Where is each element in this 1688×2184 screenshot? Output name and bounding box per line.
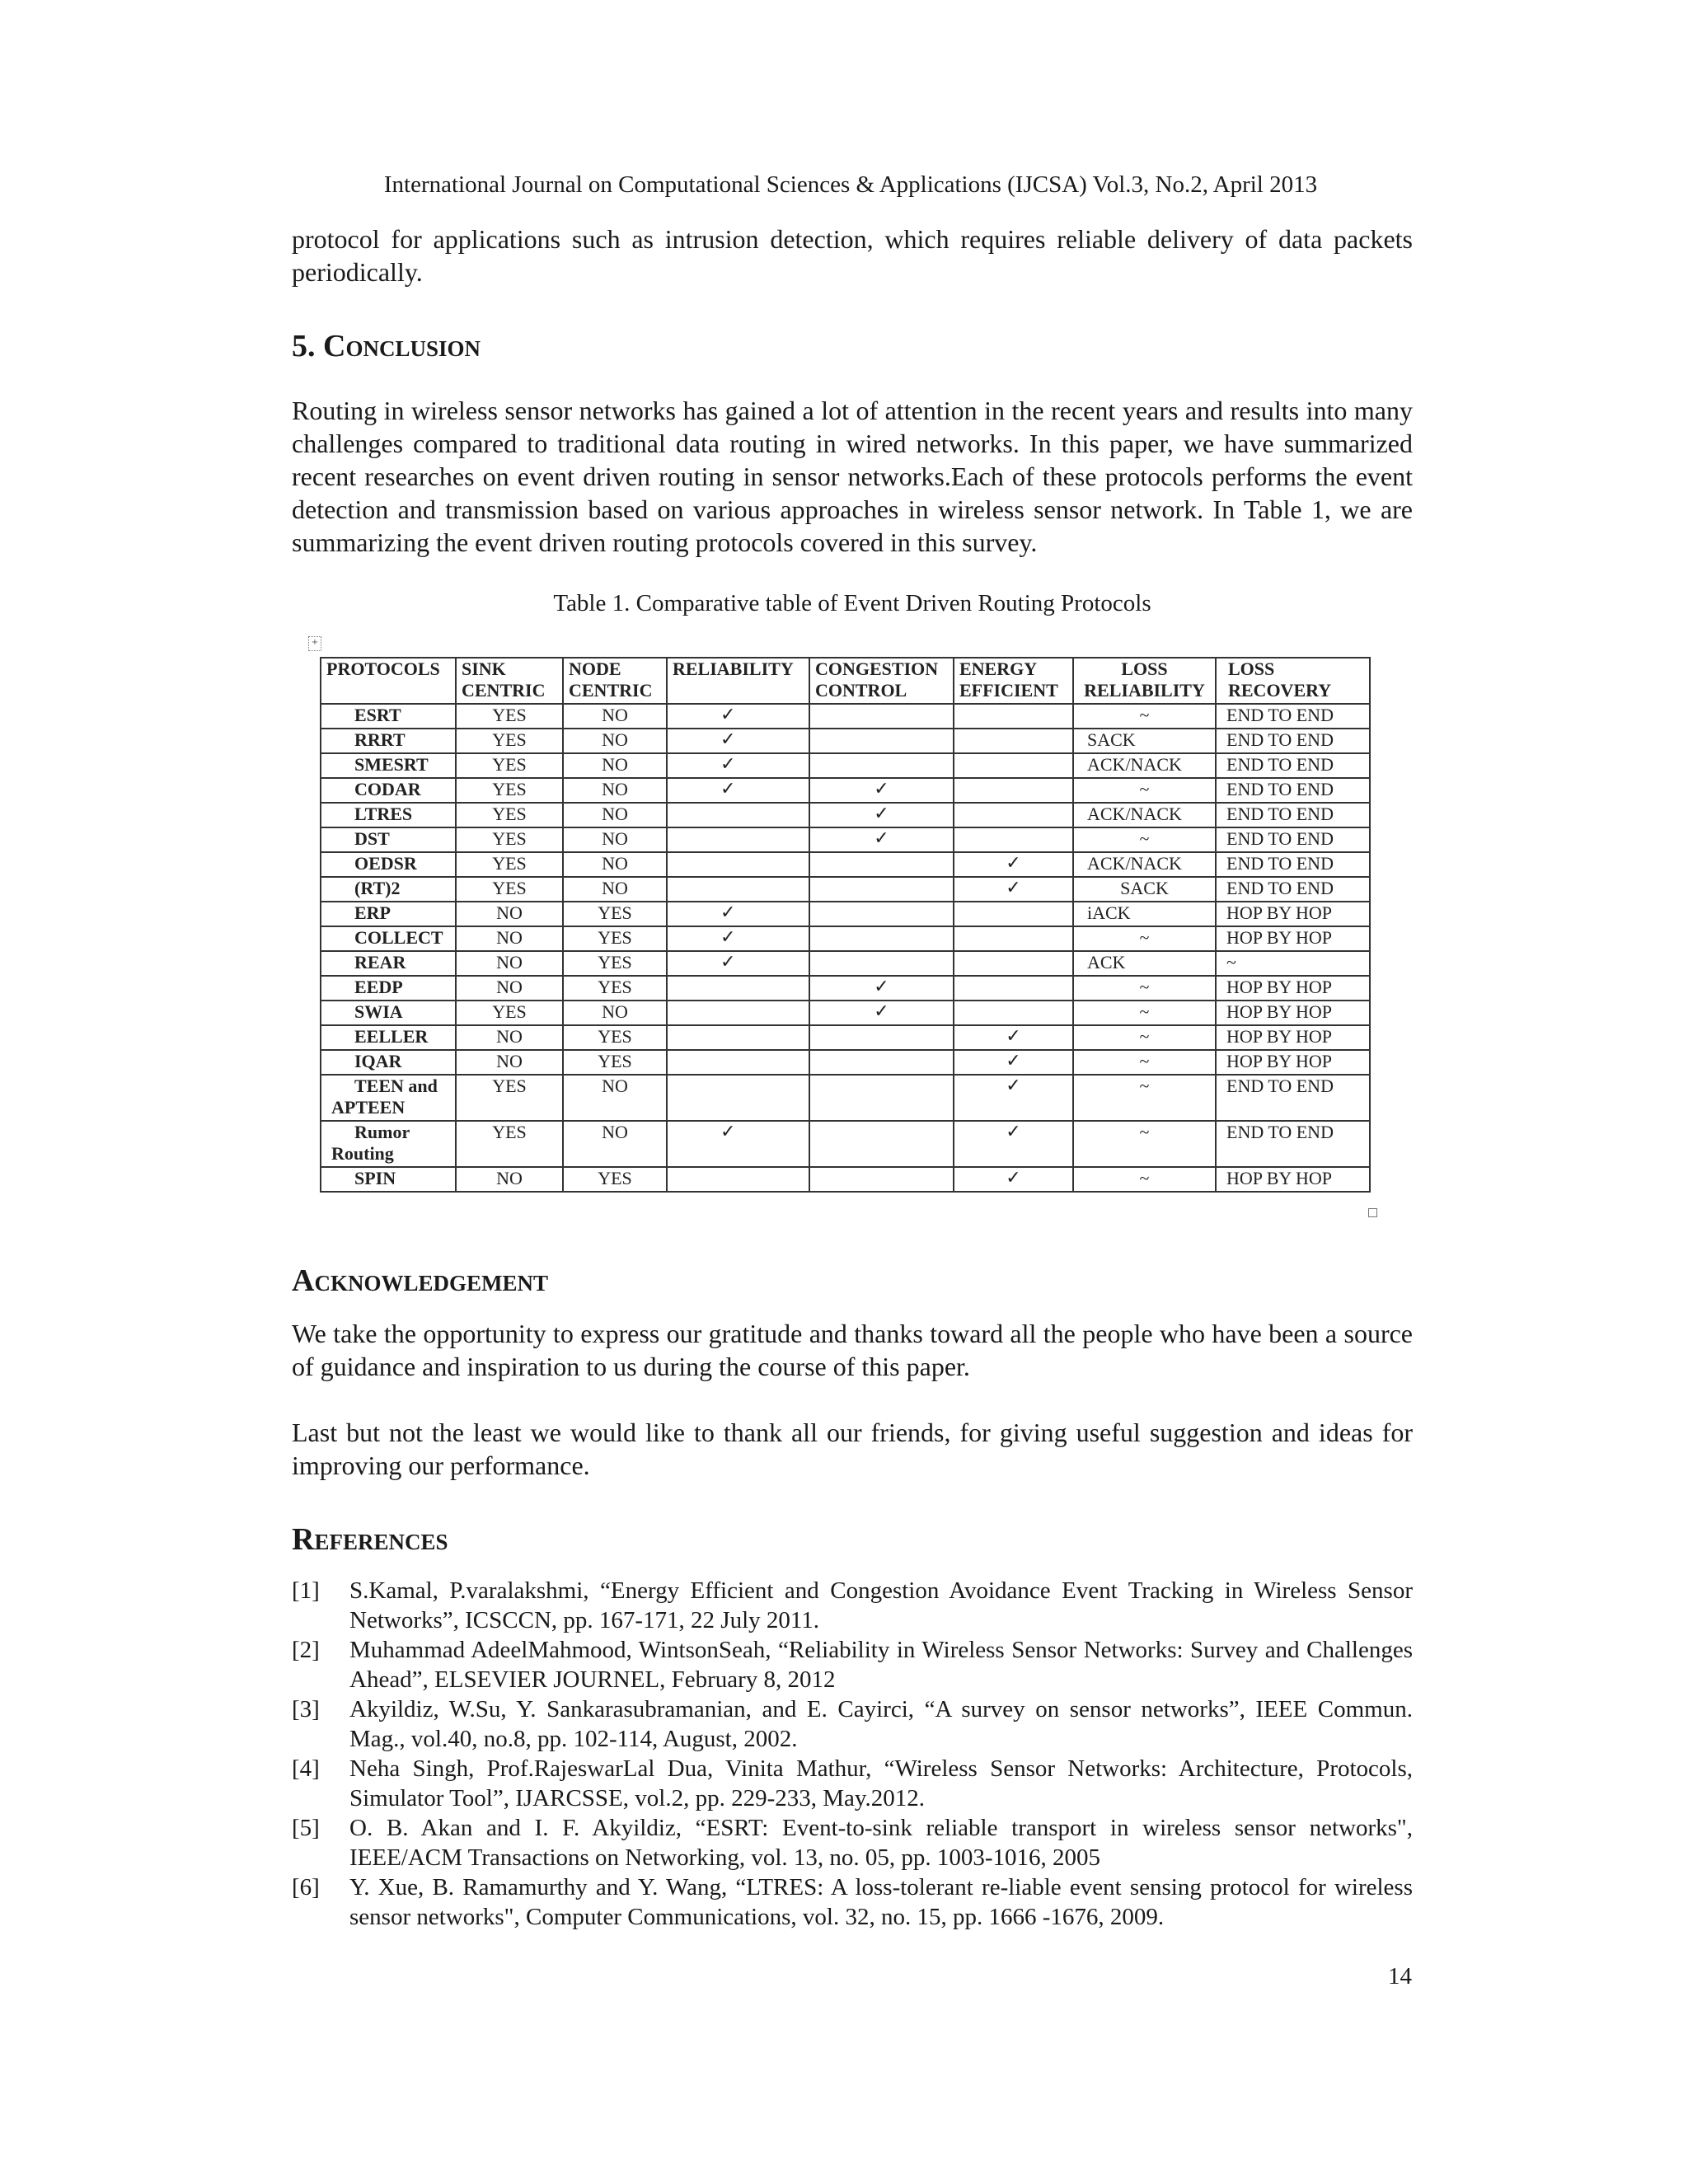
cell-sink-centric: NO	[456, 926, 563, 951]
reference-item	[292, 1813, 1413, 1872]
cell-reliability	[667, 1025, 809, 1050]
col-header-loss-reliability: LOSS RELIABILITY	[1073, 658, 1216, 704]
reference-text: Neha Singh, Prof.RajeswarLal Dua, Vinita Mathur, “Wireless Sensor Networks: Architecture, Protocols, Simulator Tool”, IJARCSSE, vol.2, pp. 229-233, May.2012.	[349, 1755, 1413, 1811]
cell-node-centric: NO	[563, 852, 667, 877]
cell-energy-efficient: ✓	[954, 1025, 1073, 1050]
cell-reliability	[667, 803, 809, 827]
reference-number: [4]	[292, 1755, 320, 1782]
references-title: References	[292, 1522, 448, 1557]
comparison-table	[320, 657, 1371, 1193]
cell-loss-recovery: ~	[1216, 951, 1370, 976]
cell-reliability: ✓	[667, 729, 809, 753]
reference-number: [3]	[292, 1696, 320, 1722]
cell-loss-recovery: END TO END	[1216, 753, 1370, 778]
cell-congestion-control: ✓	[809, 827, 954, 852]
references-list	[292, 1576, 1413, 1932]
cell-node-centric: NO	[563, 1001, 667, 1025]
cell-sink-centric: NO	[456, 902, 563, 926]
cell-protocol: REAR	[321, 951, 456, 976]
table-row	[321, 926, 1370, 951]
reference-text: O. B. Akan and I. F. Akyildiz, “ESRT: Event-to-sink reliable transport in wireless sensor networks", IEEE/ACM Transactions on Networking, vol. 13, no. 05, pp. 1003-1016, 2005	[349, 1815, 1413, 1871]
cell-loss-recovery: HOP BY HOP	[1216, 902, 1370, 926]
cell-node-centric: NO	[563, 704, 667, 729]
cell-protocol: SPIN	[321, 1167, 456, 1192]
cell-protocol: OEDSR	[321, 852, 456, 877]
cell-sink-centric: YES	[456, 729, 563, 753]
cell-energy-efficient	[954, 778, 1073, 803]
cell-loss-reliability: ~	[1073, 1121, 1216, 1167]
col-header-energy-efficient: ENERGY EFFICIENT	[954, 658, 1073, 704]
cell-protocol: DST	[321, 827, 456, 852]
cell-sink-centric: YES	[456, 852, 563, 877]
cell-loss-reliability: ACK/NACK	[1073, 753, 1216, 778]
cell-congestion-control	[809, 1075, 954, 1121]
cell-sink-centric: YES	[456, 1001, 563, 1025]
cell-sink-centric: YES	[456, 753, 563, 778]
cell-protocol: LTRES	[321, 803, 456, 827]
cell-reliability	[667, 1001, 809, 1025]
cell-sink-centric: NO	[456, 1025, 563, 1050]
cell-reliability: ✓	[667, 778, 809, 803]
reference-item	[292, 1872, 1413, 1932]
cell-congestion-control: ✓	[809, 1001, 954, 1025]
cell-loss-reliability: SACK	[1073, 877, 1216, 902]
cell-loss-reliability: ~	[1073, 1025, 1216, 1050]
cell-congestion-control	[809, 902, 954, 926]
cell-sink-centric: YES	[456, 877, 563, 902]
table-row	[321, 852, 1370, 877]
reference-text: Y. Xue, B. Ramamurthy and Y. Wang, “LTRES: A loss-tolerant re-liable event sensing protocol for wireless sensor networks", Computer Communications, vol. 32, no. 15, pp. 1666 -1676, 2009.	[349, 1874, 1413, 1930]
table-body	[321, 704, 1370, 1192]
cell-loss-recovery: HOP BY HOP	[1216, 1001, 1370, 1025]
table-row	[321, 1025, 1370, 1050]
cell-energy-efficient: ✓	[954, 1075, 1073, 1121]
cell-congestion-control	[809, 704, 954, 729]
cell-protocol: SMESRT	[321, 753, 456, 778]
cell-sink-centric: YES	[456, 1075, 563, 1121]
cell-energy-efficient	[954, 926, 1073, 951]
cell-energy-efficient	[954, 951, 1073, 976]
cell-reliability: ✓	[667, 926, 809, 951]
cell-energy-efficient	[954, 753, 1073, 778]
cell-node-centric: NO	[563, 1075, 667, 1121]
col-header-node-centric: NODE CENTRIC	[563, 658, 667, 704]
table-row	[321, 877, 1370, 902]
cell-node-centric: YES	[563, 1025, 667, 1050]
cell-congestion-control	[809, 852, 954, 877]
cell-loss-reliability: ~	[1073, 827, 1216, 852]
cell-loss-recovery: HOP BY HOP	[1216, 1050, 1370, 1075]
cell-congestion-control	[809, 1167, 954, 1192]
cell-node-centric: NO	[563, 753, 667, 778]
cell-loss-reliability: ~	[1073, 976, 1216, 1001]
cell-reliability: ✓	[667, 753, 809, 778]
cell-sink-centric: YES	[456, 778, 563, 803]
conclusion-heading	[292, 328, 481, 364]
reference-number: [5]	[292, 1815, 320, 1841]
cell-sink-centric: NO	[456, 951, 563, 976]
cell-loss-reliability: ~	[1073, 1075, 1216, 1121]
cell-loss-reliability: ~	[1073, 1050, 1216, 1075]
cell-protocol: RRRT	[321, 729, 456, 753]
reference-text: Akyildiz, W.Su, Y. Sankarasubramanian, and E. Cayirci, “A survey on sensor networks”, IEEE Commun. Mag., vol.40, no.8, pp. 102-114, August, 2002.	[349, 1696, 1413, 1752]
cell-node-centric: NO	[563, 778, 667, 803]
conclusion-title: Conclusion	[323, 329, 481, 363]
cell-loss-reliability: ACK/NACK	[1073, 852, 1216, 877]
cell-loss-recovery: END TO END	[1216, 827, 1370, 852]
acknowledgement-paragraph-1: We take the opportunity to express our gratitude and thanks toward all the people who have been a source of guidance and inspiration to us during the course of this paper.	[292, 1319, 1413, 1381]
acknowledgement-heading	[292, 1263, 548, 1299]
cell-congestion-control: ✓	[809, 976, 954, 1001]
cell-congestion-control	[809, 753, 954, 778]
cell-sink-centric: NO	[456, 1167, 563, 1192]
cell-loss-reliability: ~	[1073, 1167, 1216, 1192]
cell-energy-efficient: ✓	[954, 1050, 1073, 1075]
cell-protocol: CODAR	[321, 778, 456, 803]
cell-reliability	[667, 1050, 809, 1075]
cell-loss-recovery: END TO END	[1216, 729, 1370, 753]
col-header-congestion-control: CONGESTION CONTROL	[809, 658, 954, 704]
cell-reliability	[667, 1167, 809, 1192]
cell-protocol: EELLER	[321, 1025, 456, 1050]
cell-loss-reliability: SACK	[1073, 729, 1216, 753]
acknowledgement-title: Acknowledgement	[292, 1263, 548, 1298]
cell-node-centric: NO	[563, 729, 667, 753]
table-move-handle-icon[interactable]: +	[308, 636, 321, 651]
cell-energy-efficient	[954, 827, 1073, 852]
table-header-row	[321, 658, 1370, 704]
cell-sink-centric: YES	[456, 827, 563, 852]
cell-energy-efficient	[954, 803, 1073, 827]
cell-protocol: TEEN and APTEEN	[321, 1075, 456, 1121]
cell-energy-efficient	[954, 1001, 1073, 1025]
cell-loss-recovery: END TO END	[1216, 803, 1370, 827]
cell-loss-recovery: HOP BY HOP	[1216, 976, 1370, 1001]
cell-node-centric: NO	[563, 1121, 667, 1167]
cell-congestion-control	[809, 951, 954, 976]
cell-protocol: IQAR	[321, 1050, 456, 1075]
table-row	[321, 704, 1370, 729]
cell-congestion-control	[809, 729, 954, 753]
cell-energy-efficient: ✓	[954, 1167, 1073, 1192]
col-header-reliability: RELIABILITY	[667, 658, 809, 704]
conclusion-number: 5.	[292, 329, 323, 363]
cell-protocol: EEDP	[321, 976, 456, 1001]
cell-sink-centric: YES	[456, 803, 563, 827]
cell-congestion-control	[809, 1025, 954, 1050]
table-row	[321, 976, 1370, 1001]
table-row	[321, 1075, 1370, 1121]
table-resize-handle[interactable]	[1368, 1208, 1377, 1217]
cell-energy-efficient	[954, 729, 1073, 753]
reference-item	[292, 1635, 1413, 1694]
table-row	[321, 1050, 1370, 1075]
table-row	[321, 778, 1370, 803]
cell-reliability	[667, 827, 809, 852]
cell-node-centric: NO	[563, 803, 667, 827]
cell-node-centric: YES	[563, 926, 667, 951]
references-heading	[292, 1521, 448, 1558]
page-number: 14	[1388, 1963, 1412, 1990]
table-row	[321, 827, 1370, 852]
reference-number: [1]	[292, 1577, 320, 1604]
cell-reliability	[667, 1075, 809, 1121]
cell-node-centric: YES	[563, 902, 667, 926]
table-row	[321, 1167, 1370, 1192]
cell-loss-reliability: ACK/NACK	[1073, 803, 1216, 827]
cell-reliability	[667, 852, 809, 877]
running-header: International Journal on Computational Sciences & Applications (IJCSA) Vol.3, No.2, April 2013	[383, 171, 1318, 198]
conclusion-paragraph: Routing in wireless sensor networks has gained a lot of attention in the recent years and results into many challenges compared to traditional data routing in wired networks. In this paper, we have summarized recent researches on event driven routing in sensor networks.Each of these protocols performs the event detection and transmission based on various approaches in wireless sensor network. In Table 1, we are summarizing the event driven routing protocols covered in this survey.	[292, 396, 1413, 557]
cell-reliability	[667, 877, 809, 902]
cell-reliability: ✓	[667, 951, 809, 976]
cell-sink-centric: NO	[456, 1050, 563, 1075]
cell-loss-recovery: END TO END	[1216, 852, 1370, 877]
cell-loss-recovery: END TO END	[1216, 877, 1370, 902]
cell-energy-efficient	[954, 704, 1073, 729]
reference-item	[292, 1576, 1413, 1635]
cell-node-centric: NO	[563, 877, 667, 902]
table-row	[321, 803, 1370, 827]
cell-reliability: ✓	[667, 704, 809, 729]
reference-number: [2]	[292, 1637, 320, 1663]
reference-text: Muhammad AdeelMahmood, WintsonSeah, “Reliability in Wireless Sensor Networks: Survey and Challenges Ahead”, ELSEVIER JOURNEL, February 8, 2012	[349, 1637, 1413, 1693]
cell-reliability	[667, 976, 809, 1001]
reference-text: S.Kamal, P.varalakshmi, “Energy Efficient and Congestion Avoidance Event Tracking in Wireless Sensor Networks”, ICSCCN, pp. 167-171, 22 July 2011.	[349, 1577, 1413, 1633]
cell-protocol: ESRT	[321, 704, 456, 729]
cell-loss-reliability: ~	[1073, 704, 1216, 729]
cell-node-centric: NO	[563, 827, 667, 852]
cell-node-centric: YES	[563, 1050, 667, 1075]
cell-loss-reliability: ~	[1073, 778, 1216, 803]
reference-item	[292, 1694, 1413, 1754]
col-header-protocols: PROTOCOLS	[321, 658, 456, 704]
cell-loss-recovery: HOP BY HOP	[1216, 1167, 1370, 1192]
cell-congestion-control: ✓	[809, 803, 954, 827]
col-header-loss-recovery: LOSS RECOVERY	[1216, 658, 1370, 704]
cell-loss-recovery: END TO END	[1216, 778, 1370, 803]
cell-protocol: COLLECT	[321, 926, 456, 951]
cell-energy-efficient: ✓	[954, 852, 1073, 877]
cell-energy-efficient	[954, 976, 1073, 1001]
table-row	[321, 729, 1370, 753]
cell-sink-centric: YES	[456, 1121, 563, 1167]
cell-node-centric: YES	[563, 976, 667, 1001]
cell-protocol: (RT)2	[321, 877, 456, 902]
cell-loss-recovery: HOP BY HOP	[1216, 1025, 1370, 1050]
table-row	[321, 902, 1370, 926]
cell-reliability: ✓	[667, 1121, 809, 1167]
cell-reliability: ✓	[667, 902, 809, 926]
cell-node-centric: YES	[563, 951, 667, 976]
acknowledgement-paragraph-2: Last but not the least we would like to thank all our friends, for giving useful suggestion and ideas for improving our performance.	[292, 1418, 1413, 1480]
cell-loss-recovery: HOP BY HOP	[1216, 926, 1370, 951]
table-row	[321, 1001, 1370, 1025]
intro-continuation: protocol for applications such as intrusion detection, which requires reliable delivery of data packets periodically.	[292, 224, 1413, 287]
table-row	[321, 753, 1370, 778]
cell-congestion-control	[809, 1121, 954, 1167]
cell-protocol: SWIA	[321, 1001, 456, 1025]
reference-number: [6]	[292, 1874, 320, 1900]
cell-loss-recovery: END TO END	[1216, 704, 1370, 729]
cell-congestion-control: ✓	[809, 778, 954, 803]
table-row	[321, 1121, 1370, 1167]
cell-node-centric: YES	[563, 1167, 667, 1192]
cell-congestion-control	[809, 926, 954, 951]
table-caption: Table 1. Comparative table of Event Driven Routing Protocols	[553, 590, 1151, 616]
cell-energy-efficient: ✓	[954, 877, 1073, 902]
col-header-sink-centric: SINK CENTRIC	[456, 658, 563, 704]
cell-energy-efficient: ✓	[954, 1121, 1073, 1167]
cell-sink-centric: NO	[456, 976, 563, 1001]
cell-loss-reliability: ~	[1073, 926, 1216, 951]
cell-protocol: ERP	[321, 902, 456, 926]
cell-loss-reliability: ACK	[1073, 951, 1216, 976]
cell-protocol: Rumor Routing	[321, 1121, 456, 1167]
cell-loss-reliability: ~	[1073, 1001, 1216, 1025]
cell-energy-efficient	[954, 902, 1073, 926]
table-row	[321, 951, 1370, 976]
cell-loss-reliability: iACK	[1073, 902, 1216, 926]
cell-loss-recovery: END TO END	[1216, 1075, 1370, 1121]
cell-loss-recovery: END TO END	[1216, 1121, 1370, 1167]
cell-sink-centric: YES	[456, 704, 563, 729]
cell-congestion-control	[809, 877, 954, 902]
reference-item	[292, 1754, 1413, 1813]
cell-congestion-control	[809, 1050, 954, 1075]
